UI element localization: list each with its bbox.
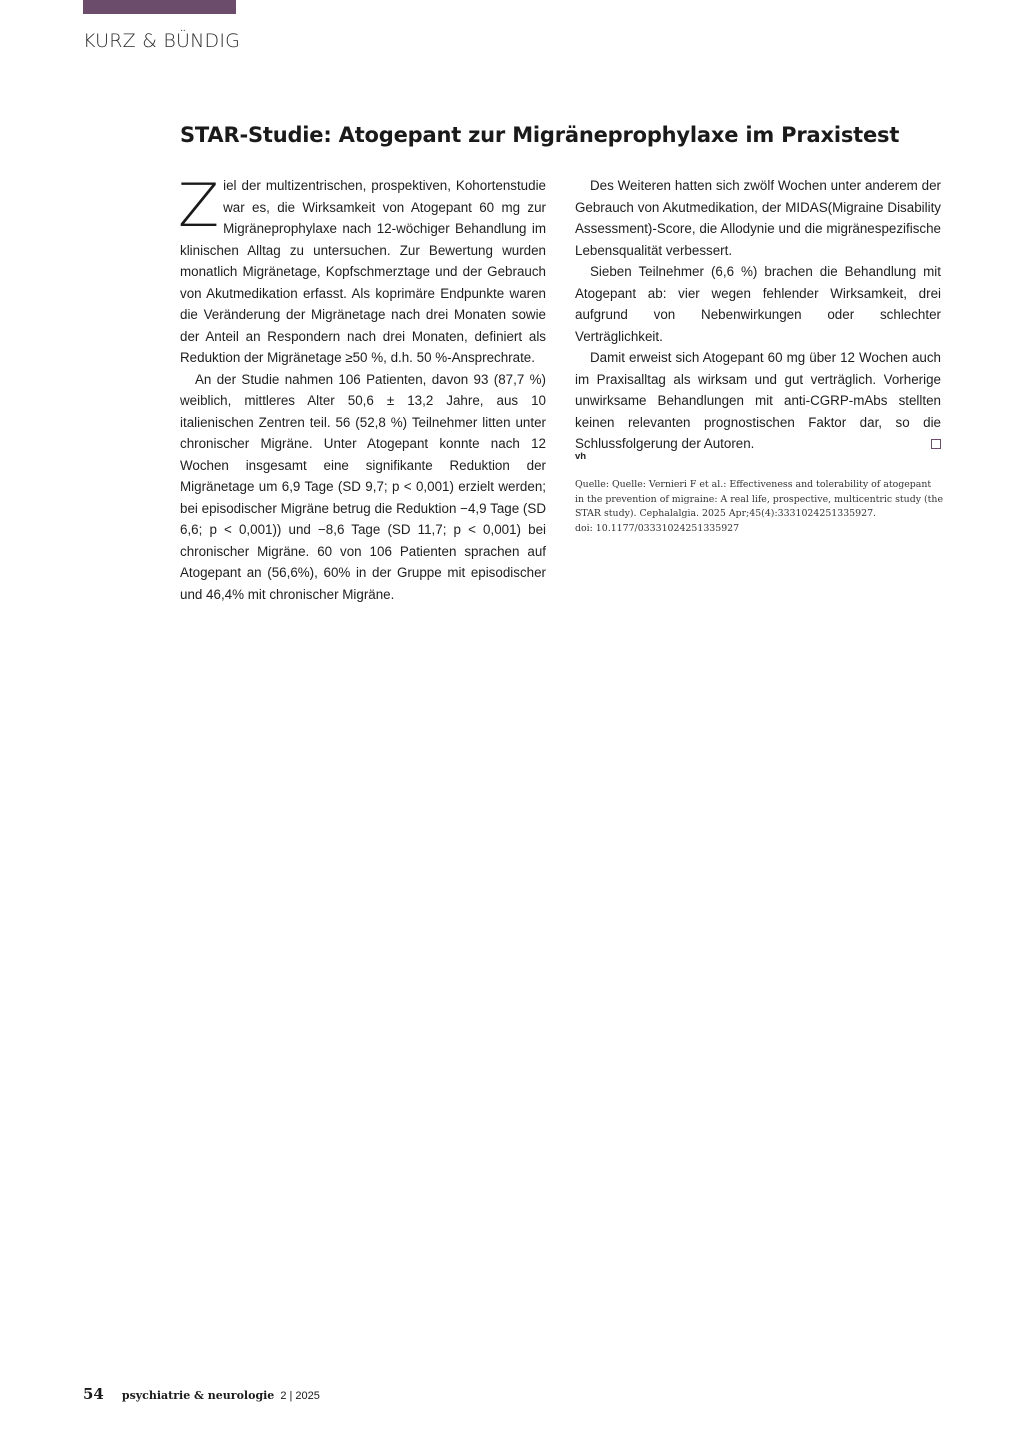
article-column-left	[178, 171, 546, 605]
issue-number: 2 | 2025	[280, 1390, 320, 1402]
paragraph: Sieben Teilnehmer (6,6 %) brachen die Behandlung mit Atogepant ab: vier wegen fehlender Wirksamkeit, drei aufgrund von Nebenwirkungen oder schlechter Verträglichkeit.	[575, 264, 941, 344]
doi-text: doi: 10.1177/03331024251335927	[575, 522, 740, 534]
section-color-bar	[83, 0, 236, 14]
article-title: STAR-Studie: Atogepant zur Migräneprophylaxe im Praxistest	[180, 123, 900, 147]
paragraph: An der Studie nahmen 106 Patienten, davon 93 (87,7 %) weiblich, mittleres Alter 50,6 ± 13,2 Jahre, aus 10 italienischen Zentren teil. 56 (52,8 %) Teilnehmer litten unter chronischer Migräne. Unter Atogepant konnte nach 12 Wochen insgesamt eine signifikante Reduktion der Migränetage um 6,9 Tage (SD 9,7; p < 0,001) erzielt werden; bei episodischer Migräne betrug die Reduktion −4,9 Tage (SD 6,6; p < 0,001)) und −8,6 Tage (SD 11,7; p < 0,001) bei chronischer Migräne. 60 von 106 Patienten sprachen auf Atogepant an (56,6%), 60% in der Gruppe mit episodischer und 46,4% mit chronischer Migräne.	[180, 371, 546, 602]
author-initials: vh	[575, 451, 587, 462]
paragraph	[575, 347, 941, 455]
source-citation	[575, 478, 943, 536]
journal-name: psychiatrie & neurologie	[121, 1389, 275, 1402]
page-footer	[83, 1385, 320, 1403]
paragraph: Des Weiteren hatten sich zwölf Wochen unter anderem der Gebrauch von Akutmedikation, der MIDAS(Migraine Disability Assessment)-Score, die Allodynie und die migränespezifische Lebensqualität verbessert.	[575, 178, 941, 258]
paragraph	[178, 171, 546, 369]
citation-text: Quelle: Quelle: Vernieri F et al.: Effectiveness and tolerability of atogepant in the prevention of migraine: A real life, prospective, multicentric study (the STAR study). Cephalalgia. 2025 Apr;45(4):3331024251335927.	[575, 479, 944, 520]
end-of-article-square-icon	[931, 439, 941, 449]
page-number: 54	[83, 1385, 104, 1403]
article-column-right	[575, 175, 941, 455]
drop-cap: Z	[178, 171, 220, 241]
paragraph-text: iel der multizentrischen, prospektiven, Kohortenstudie war es, die Wirksamkeit von Atogepant 60 mg zur Migräneprophylaxe nach 12-wöchiger Behandlung im klinischen Alltag zu untersuchen. Zur Bewertung wurden monatlich Migränetage, Kopfschmerztage und der Gebrauch von Akutmedikation erfasst. Als koprimäre Endpunkte waren die Veränderung der Migränetage nach drei Monaten sowie der Anteil an Respondern nach drei Monaten, definiert als Reduktion der Migränetage ≥50 %, d.h. 50 %-Ansprechrate.	[180, 178, 546, 365]
paragraph-text: Damit erweist sich Atogepant 60 mg über 12 Wochen auch im Praxisalltag als wirksam und gut verträglich. Vorherige unwirksame Behandlungen mit anti-CGRP-mAbs stellten keinen relevanten prognostischen Faktor dar, so die Schlussfolgerung der Autoren.	[575, 350, 941, 451]
section-label: KURZ & BÜNDIG	[83, 30, 241, 52]
